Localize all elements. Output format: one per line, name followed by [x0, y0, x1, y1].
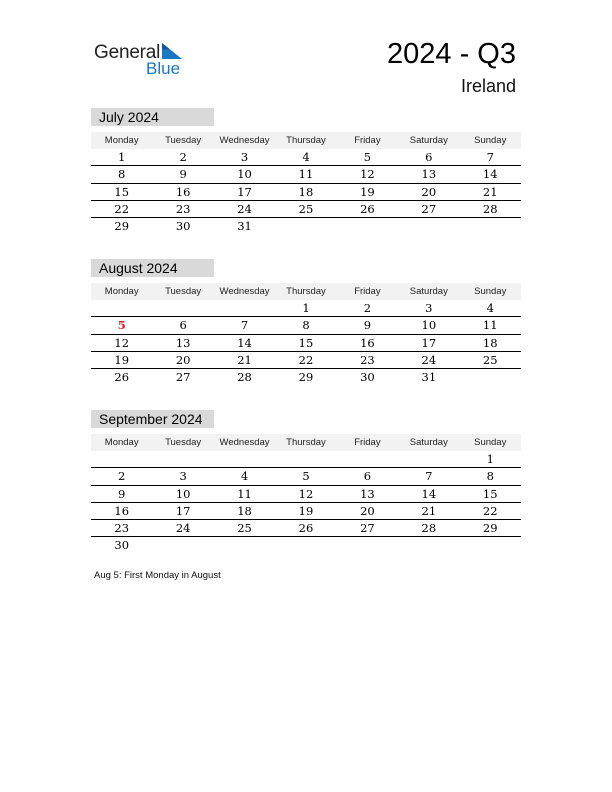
day-cell: 19: [298, 503, 314, 518]
day-cell: 29: [482, 521, 498, 536]
day-cell: 19: [360, 184, 375, 199]
day-cell: [460, 369, 521, 385]
day-cell: 2: [363, 301, 372, 315]
weekday-label: Tuesday: [165, 437, 202, 448]
day-cell: [460, 537, 521, 553]
weekday-label: Monday: [104, 135, 139, 146]
day-cell: 12: [114, 335, 130, 350]
day-cell: 16: [175, 184, 191, 199]
day-cell: 17: [175, 503, 191, 518]
logo-blue-text: Blue: [146, 59, 181, 78]
day-cell: [275, 537, 336, 553]
weekday-label: Wednesday: [219, 437, 270, 448]
day-cell: 1: [118, 150, 126, 164]
weekday-label: Sunday: [474, 135, 507, 146]
day-cell: [337, 218, 398, 234]
weekday-header: [91, 132, 521, 149]
day-cell: 26: [298, 521, 314, 536]
holiday-note: Aug 5: First Monday in August: [94, 570, 221, 581]
day-cell: 6: [363, 469, 372, 484]
day-cell: [152, 451, 213, 467]
weekday-label: Saturday: [409, 286, 448, 297]
day-cell: 14: [482, 167, 498, 182]
day-cell: 15: [482, 486, 498, 501]
weekday-label: Thursday: [286, 286, 326, 297]
day-cell: 31: [421, 370, 437, 385]
day-cell: 19: [114, 352, 130, 367]
day-cell: 20: [175, 352, 191, 367]
day-cell: 1: [302, 301, 310, 315]
day-cell: 20: [421, 184, 437, 199]
day-cell: 28: [237, 370, 252, 385]
day-cell: 27: [175, 370, 191, 385]
day-cell: 22: [482, 503, 498, 518]
day-cell: 25: [298, 201, 314, 216]
week-row: [91, 486, 521, 503]
day-cell: 17: [421, 335, 437, 350]
day-cell: 24: [175, 521, 191, 536]
weekday-label: Tuesday: [165, 286, 202, 297]
day-cell: 2: [179, 150, 187, 164]
day-cell: [337, 537, 398, 553]
day-grid: [91, 149, 521, 234]
weekday-label: Sunday: [474, 437, 507, 448]
weekday-label: Monday: [104, 437, 139, 448]
day-cell: 27: [421, 201, 437, 216]
day-cell: 29: [298, 370, 314, 385]
week-row: [91, 520, 521, 537]
weekday-label: Friday: [354, 286, 381, 297]
day-cell: 7: [486, 150, 494, 164]
day-cell: 10: [237, 167, 252, 182]
day-cell: 25: [482, 352, 498, 367]
day-cell: 24: [237, 201, 252, 216]
day-cell: 24: [421, 352, 437, 367]
day-cell: 8: [486, 469, 494, 484]
day-cell: [337, 451, 398, 467]
week-row: [91, 451, 521, 468]
week-row: [91, 184, 521, 201]
weekday-label: Thursday: [286, 437, 326, 448]
day-cell: 10: [175, 486, 191, 501]
day-cell: [214, 537, 275, 553]
day-cell: 26: [114, 370, 130, 385]
day-cell: 30: [360, 370, 375, 385]
week-row: [91, 468, 521, 485]
day-cell: 30: [175, 219, 191, 234]
day-cell: 9: [179, 167, 187, 182]
week-row: [91, 166, 521, 183]
week-row: [91, 352, 521, 369]
day-cell: 28: [482, 201, 498, 216]
weekday-label: Monday: [104, 286, 139, 297]
month-title: September 2024: [91, 410, 214, 428]
generalblue-logo: [94, 40, 194, 80]
day-cell: 4: [302, 150, 310, 164]
week-row: [91, 201, 521, 218]
day-cell: 25: [237, 521, 252, 536]
weekday-label: Sunday: [474, 286, 507, 297]
day-cell: 15: [298, 335, 314, 350]
day-cell: [398, 451, 459, 467]
day-cell: 3: [425, 301, 433, 315]
day-cell: 11: [298, 167, 314, 182]
day-cell: 21: [237, 352, 252, 367]
day-cell: 21: [482, 184, 498, 199]
weekday-label: Friday: [354, 135, 381, 146]
weekday-label: Thursday: [286, 135, 326, 146]
day-cell: 29: [114, 219, 130, 234]
day-cell: 15: [114, 184, 130, 199]
day-cell: 6: [179, 318, 187, 333]
weekday-label: Saturday: [409, 437, 448, 448]
month-block-august: [91, 259, 521, 385]
day-cell: [398, 218, 459, 234]
day-cell: 20: [360, 503, 375, 518]
week-row: [91, 503, 521, 520]
day-cell: 4: [240, 469, 249, 484]
week-row: [91, 537, 521, 553]
month-block-september: [91, 410, 521, 554]
country-name: Ireland: [460, 76, 516, 96]
day-cell: [398, 537, 459, 553]
day-grid: [91, 300, 521, 385]
day-cell: 21: [421, 503, 437, 518]
day-cell: 4: [486, 301, 494, 315]
day-cell: 5: [302, 469, 310, 484]
week-row: [91, 300, 521, 317]
day-cell: [91, 300, 152, 316]
month-block-july: [91, 108, 521, 234]
weekday-label: Saturday: [409, 135, 448, 146]
day-cell: 13: [175, 335, 191, 350]
day-cell: 31: [237, 219, 252, 234]
day-cell: [214, 300, 275, 316]
day-cell: [460, 218, 521, 234]
day-cell: 3: [240, 150, 249, 164]
day-cell: 27: [360, 521, 375, 536]
day-cell: 7: [240, 318, 249, 333]
weekday-header: [91, 283, 521, 300]
day-cell: 11: [482, 318, 498, 333]
day-cell: 6: [425, 150, 433, 164]
week-row: [91, 317, 521, 334]
day-cell: [214, 451, 275, 467]
week-row: [91, 149, 521, 166]
day-cell: 18: [482, 335, 498, 350]
day-cell: 13: [360, 486, 375, 501]
day-cell: 18: [298, 184, 314, 199]
weekday-label: Wednesday: [219, 135, 270, 146]
day-cell: [91, 451, 152, 467]
day-cell: 7: [425, 469, 433, 484]
logo-general-text: General: [94, 42, 161, 63]
weekday-label: Tuesday: [165, 135, 202, 146]
day-cell: 9: [118, 486, 126, 501]
day-cell: 22: [114, 201, 130, 216]
weekday-label: Friday: [354, 437, 381, 448]
day-cell: 30: [114, 538, 130, 553]
day-cell: 5: [363, 150, 372, 164]
day-cell: 23: [360, 352, 375, 367]
day-cell: 11: [237, 486, 252, 501]
day-cell: 26: [360, 201, 375, 216]
day-cell: 8: [302, 318, 310, 333]
day-cell: 2: [118, 469, 126, 484]
day-cell: 23: [114, 521, 130, 536]
day-cell: [275, 218, 336, 234]
day-cell: 8: [118, 167, 126, 182]
day-cell: 28: [421, 521, 437, 536]
day-cell: 12: [360, 167, 375, 182]
page-title: 2024 - Q3: [387, 38, 516, 70]
day-cell: 17: [237, 184, 252, 199]
day-cell: [152, 537, 213, 553]
day-cell: [275, 451, 336, 467]
day-cell: 22: [298, 352, 314, 367]
day-cell: 16: [360, 335, 375, 350]
day-cell: 10: [421, 318, 437, 333]
day-cell: 23: [175, 201, 191, 216]
week-row: [91, 369, 521, 385]
day-cell: 9: [363, 318, 372, 333]
week-row: [91, 218, 521, 234]
month-title: July 2024: [91, 108, 214, 126]
logo-triangle-icon: [162, 43, 182, 59]
day-cell: 16: [114, 503, 130, 518]
day-cell: 14: [237, 335, 252, 350]
holiday-day-cell: 5: [117, 318, 126, 333]
month-title: August 2024: [91, 259, 214, 277]
day-cell: 13: [421, 167, 437, 182]
day-cell: 14: [421, 486, 437, 501]
day-cell: [152, 300, 213, 316]
day-cell: 18: [237, 503, 252, 518]
weekday-header: [91, 434, 521, 451]
day-cell: 1: [486, 452, 494, 466]
day-cell: 12: [298, 486, 314, 501]
day-cell: 3: [179, 469, 187, 484]
weekday-label: Wednesday: [219, 286, 270, 297]
week-row: [91, 335, 521, 352]
day-grid: [91, 451, 521, 554]
